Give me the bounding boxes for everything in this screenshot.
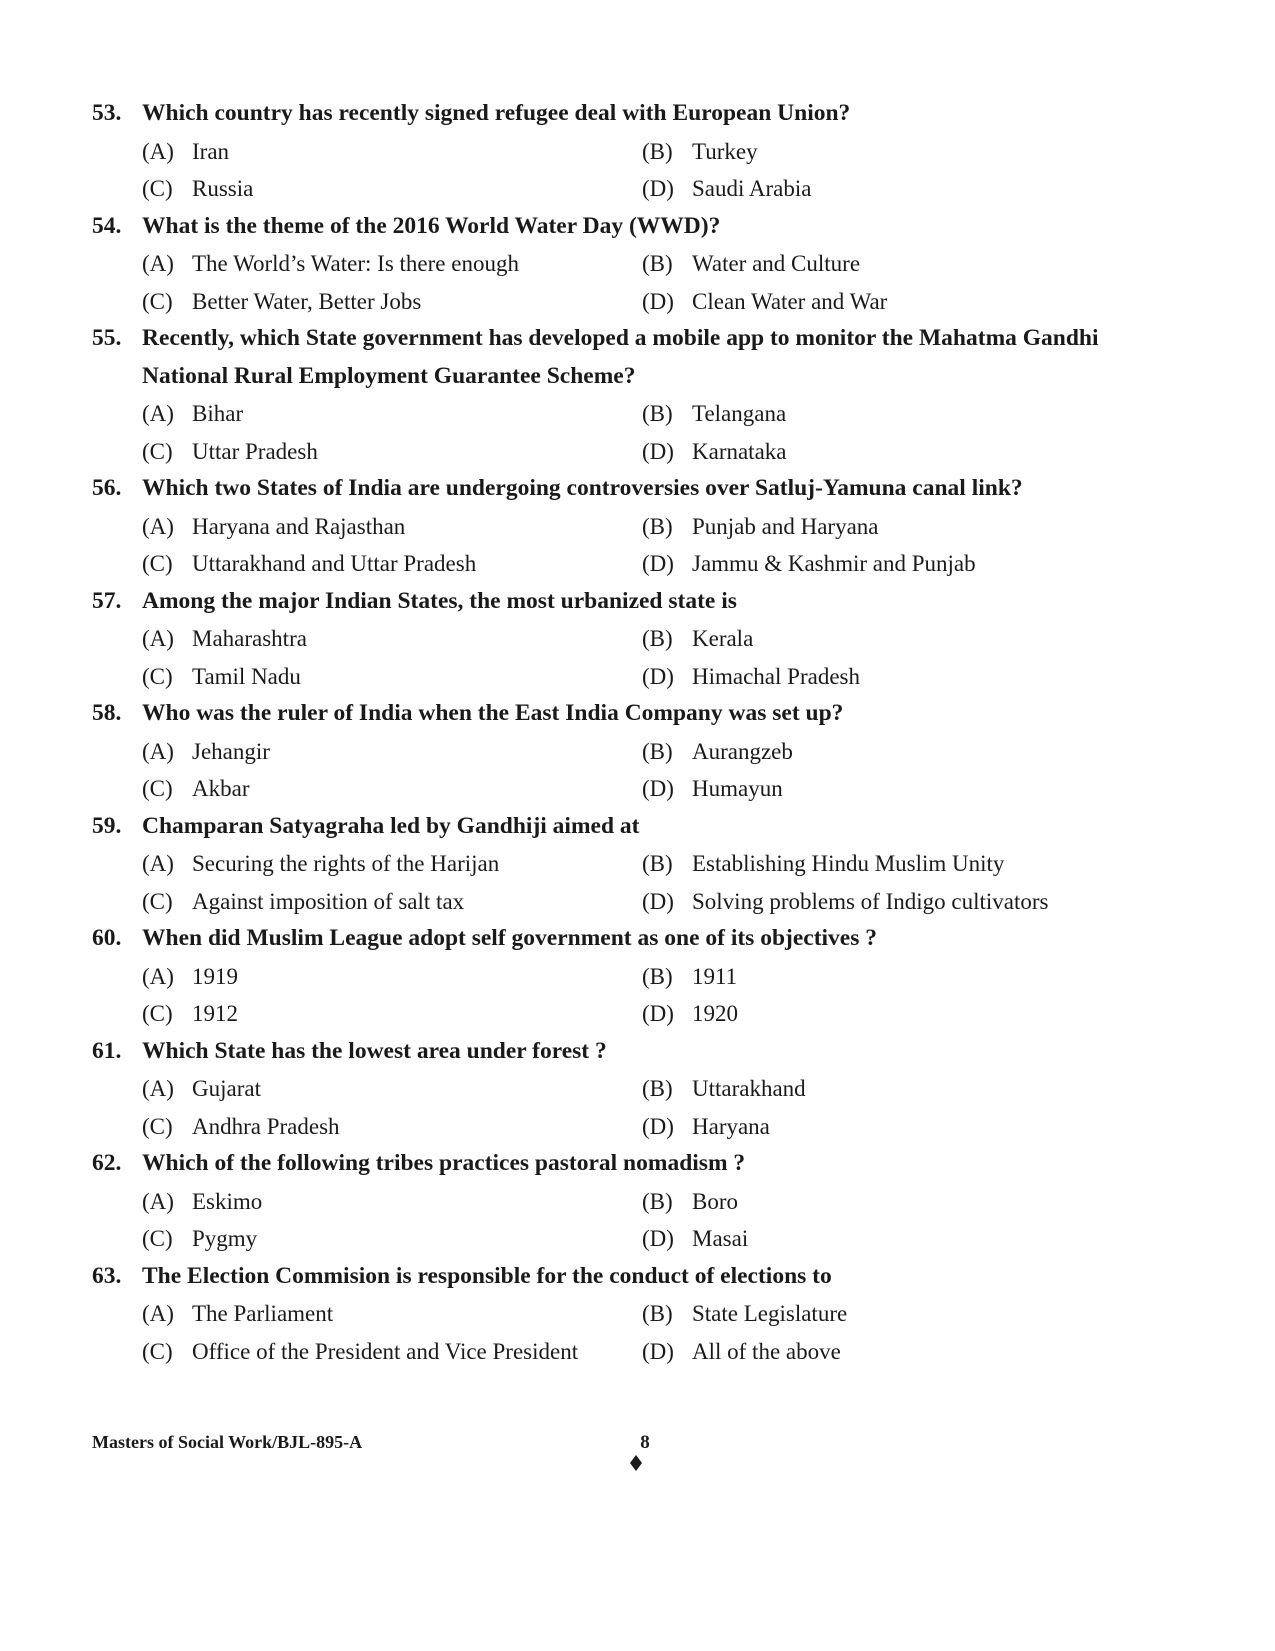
option-letter: (A) bbox=[142, 401, 174, 426]
answer-option bbox=[142, 1333, 642, 1371]
option-letter: (C) bbox=[142, 1338, 173, 1364]
question-line bbox=[92, 320, 1212, 358]
answer-option bbox=[642, 1295, 1192, 1333]
option-text: 1920 bbox=[692, 1001, 738, 1026]
answer-option bbox=[642, 1070, 1192, 1108]
answer-option bbox=[142, 283, 642, 321]
option-letter: (D) bbox=[642, 176, 674, 201]
option-letter: (D) bbox=[642, 1113, 674, 1139]
answer-option bbox=[142, 1220, 642, 1258]
option-text: Akbar bbox=[192, 776, 250, 801]
question-number: 58. bbox=[92, 700, 122, 726]
question-number: 54. bbox=[92, 212, 122, 239]
diamond-icon bbox=[630, 1455, 642, 1471]
option-row bbox=[92, 1295, 1212, 1333]
option-letter: (D) bbox=[642, 288, 674, 314]
option-row bbox=[92, 395, 1212, 433]
answer-option bbox=[142, 770, 642, 808]
option-text: The World’s Water: Is there enough bbox=[192, 251, 519, 276]
question-line bbox=[92, 208, 1212, 246]
answer-option bbox=[142, 245, 642, 283]
question-item bbox=[92, 1145, 1212, 1258]
question-text: Which State has the lowest area under forest ? bbox=[142, 1037, 607, 1064]
answer-option bbox=[642, 170, 1192, 208]
question-number: 59. bbox=[92, 812, 122, 839]
option-text: Boro bbox=[692, 1188, 738, 1214]
answer-option bbox=[642, 283, 1192, 321]
option-text: Tamil Nadu bbox=[192, 663, 301, 689]
answer-option bbox=[142, 1070, 642, 1108]
option-letter: (A) bbox=[142, 1076, 174, 1101]
option-letter: (D) bbox=[642, 551, 674, 576]
option-letter: (D) bbox=[642, 888, 674, 914]
answer-option bbox=[142, 433, 642, 471]
answer-option bbox=[142, 845, 642, 883]
option-text: Saudi Arabia bbox=[692, 176, 812, 201]
answer-option bbox=[642, 245, 1192, 283]
option-text: Maharashtra bbox=[192, 626, 307, 651]
option-text: Jehangir bbox=[192, 738, 270, 764]
option-letter: (D) bbox=[642, 1226, 674, 1251]
option-row bbox=[92, 1220, 1212, 1258]
option-text: Haryana bbox=[692, 1113, 770, 1139]
answer-option bbox=[642, 133, 1192, 171]
answer-option bbox=[642, 508, 1192, 546]
option-text: Kerala bbox=[692, 626, 754, 651]
answer-option bbox=[142, 170, 642, 208]
option-letter: (B) bbox=[642, 851, 673, 876]
answer-option bbox=[142, 1183, 642, 1221]
answer-option bbox=[142, 508, 642, 546]
option-text: Uttarakhand and Uttar Pradesh bbox=[192, 551, 477, 576]
option-letter: (C) bbox=[142, 888, 173, 914]
answer-option bbox=[142, 1295, 642, 1333]
option-row bbox=[92, 883, 1212, 921]
answer-option bbox=[142, 395, 642, 433]
option-row bbox=[92, 245, 1212, 283]
option-row bbox=[92, 958, 1212, 996]
answer-option bbox=[642, 733, 1192, 771]
question-item bbox=[92, 1258, 1212, 1371]
option-letter: (A) bbox=[142, 1188, 174, 1214]
option-text: The Parliament bbox=[192, 1301, 334, 1326]
question-number: 61. bbox=[92, 1037, 122, 1064]
question-item bbox=[92, 1033, 1212, 1146]
question-number: 56. bbox=[92, 475, 122, 501]
question-line bbox=[92, 583, 1212, 621]
question-line bbox=[92, 95, 1212, 133]
option-letter: (C) bbox=[142, 1113, 173, 1139]
option-text: Humayun bbox=[692, 776, 783, 801]
question-item bbox=[92, 95, 1212, 208]
option-text: All of the above bbox=[692, 1338, 841, 1364]
question-line bbox=[92, 695, 1212, 733]
option-row bbox=[92, 1070, 1212, 1108]
answer-option bbox=[142, 620, 642, 658]
option-letter: (B) bbox=[642, 251, 673, 276]
option-text: Andhra Pradesh bbox=[192, 1113, 340, 1139]
option-letter: (B) bbox=[642, 513, 673, 539]
option-text: 1919 bbox=[192, 963, 238, 989]
question-text: Who was the ruler of India when the East India Company was set up? bbox=[142, 700, 844, 726]
option-text: Iran bbox=[192, 138, 230, 164]
page-number: 8 bbox=[640, 1432, 650, 1453]
question-item bbox=[92, 695, 1212, 808]
question-number: 63. bbox=[92, 1262, 122, 1289]
option-letter: (B) bbox=[642, 738, 673, 764]
option-row bbox=[92, 1183, 1212, 1221]
option-text: Telangana bbox=[692, 401, 787, 426]
option-text: Against imposition of salt tax bbox=[192, 888, 465, 914]
option-row bbox=[92, 733, 1212, 771]
question-number: 53. bbox=[92, 100, 122, 126]
option-text: Karnataka bbox=[692, 438, 787, 464]
question-number: 55. bbox=[92, 325, 122, 351]
question-number: 57. bbox=[92, 587, 122, 614]
answer-option bbox=[142, 658, 642, 696]
option-text: Solving problems of Indigo cultivators bbox=[692, 888, 1049, 914]
option-row bbox=[92, 170, 1212, 208]
question-text: Among the major Indian States, the most urbanized state is bbox=[142, 587, 737, 614]
answer-option bbox=[642, 395, 1192, 433]
answer-option bbox=[142, 133, 642, 171]
option-letter: (C) bbox=[142, 1226, 173, 1251]
option-row bbox=[92, 545, 1212, 583]
question-line bbox=[92, 1033, 1212, 1071]
option-text: Uttarakhand bbox=[692, 1076, 806, 1101]
option-text: Better Water, Better Jobs bbox=[192, 288, 422, 314]
option-row bbox=[92, 995, 1212, 1033]
option-text: Water and Culture bbox=[692, 251, 861, 276]
answer-option bbox=[642, 958, 1192, 996]
option-letter: (D) bbox=[642, 663, 674, 689]
answer-option bbox=[642, 1220, 1192, 1258]
option-text: Punjab and Haryana bbox=[692, 513, 879, 539]
option-text: Clean Water and War bbox=[692, 288, 888, 314]
option-row bbox=[92, 770, 1212, 808]
question-item bbox=[92, 808, 1212, 921]
option-letter: (B) bbox=[642, 963, 673, 989]
option-letter: (C) bbox=[142, 1001, 173, 1026]
question-line bbox=[92, 920, 1212, 958]
option-letter: (C) bbox=[142, 551, 173, 576]
question-line bbox=[92, 470, 1212, 508]
option-row bbox=[92, 1108, 1212, 1146]
option-text: 1911 bbox=[692, 963, 738, 989]
option-letter: (A) bbox=[142, 851, 174, 876]
option-text: Himachal Pradesh bbox=[692, 663, 860, 689]
option-text: Bihar bbox=[192, 401, 244, 426]
answer-option bbox=[642, 545, 1192, 583]
question-item bbox=[92, 208, 1212, 321]
question-text: The Election Commision is responsible for the conduct of elections to bbox=[142, 1262, 832, 1289]
option-text: Turkey bbox=[692, 138, 758, 164]
question-item bbox=[92, 470, 1212, 583]
option-text: Jammu & Kashmir and Punjab bbox=[692, 551, 976, 576]
option-letter: (C) bbox=[142, 176, 173, 201]
option-letter: (A) bbox=[142, 138, 174, 164]
option-letter: (D) bbox=[642, 1001, 674, 1026]
question-text: Champaran Satyagraha led by Gandhiji aimed at bbox=[142, 812, 640, 839]
option-text: Gujarat bbox=[192, 1076, 261, 1101]
question-line bbox=[92, 808, 1212, 846]
option-text: 1912 bbox=[192, 1001, 238, 1026]
answer-option bbox=[642, 1108, 1192, 1146]
question-text-continued: National Rural Employment Guarantee Scheme? bbox=[142, 362, 636, 389]
answer-option bbox=[142, 545, 642, 583]
option-letter: (C) bbox=[142, 776, 173, 801]
question-item bbox=[92, 320, 1212, 470]
question-text: What is the theme of the 2016 World Water Day (WWD)? bbox=[142, 212, 721, 239]
answer-option bbox=[642, 770, 1192, 808]
option-letter: (A) bbox=[142, 626, 174, 651]
answer-option bbox=[142, 883, 642, 921]
option-row bbox=[92, 433, 1212, 471]
answer-option bbox=[642, 1183, 1192, 1221]
page-footer bbox=[92, 1432, 1192, 1462]
option-letter: (D) bbox=[642, 776, 674, 801]
option-row bbox=[92, 620, 1212, 658]
option-letter: (A) bbox=[142, 1301, 174, 1326]
option-letter: (D) bbox=[642, 1338, 674, 1364]
option-letter: (C) bbox=[142, 288, 173, 314]
option-letter: (A) bbox=[142, 963, 174, 989]
answer-option bbox=[642, 658, 1192, 696]
option-text: Uttar Pradesh bbox=[192, 438, 318, 464]
answer-option bbox=[642, 433, 1192, 471]
option-text: Pygmy bbox=[192, 1226, 258, 1251]
option-letter: (B) bbox=[642, 138, 673, 164]
option-letter: (C) bbox=[142, 663, 173, 689]
answer-option bbox=[642, 845, 1192, 883]
option-letter: (B) bbox=[642, 1188, 673, 1214]
question-number: 60. bbox=[92, 925, 122, 951]
option-row bbox=[92, 508, 1212, 546]
option-letter: (A) bbox=[142, 251, 174, 276]
question-line bbox=[92, 1145, 1212, 1183]
question-text: Which country has recently signed refugee deal with European Union? bbox=[142, 100, 851, 126]
option-text: Aurangzeb bbox=[692, 738, 793, 764]
option-row bbox=[92, 283, 1212, 321]
answer-option bbox=[142, 958, 642, 996]
answer-option bbox=[142, 995, 642, 1033]
answer-option bbox=[142, 733, 642, 771]
answer-option bbox=[642, 995, 1192, 1033]
question-text: When did Muslim League adopt self government as one of its objectives ? bbox=[142, 925, 878, 951]
answer-option bbox=[142, 1108, 642, 1146]
option-text: Haryana and Rajasthan bbox=[192, 513, 406, 539]
question-text: Recently, which State government has developed a mobile app to monitor the Mahatma Gandhi bbox=[142, 325, 1099, 351]
option-row bbox=[92, 1333, 1212, 1371]
option-letter: (B) bbox=[642, 401, 673, 426]
question-line bbox=[92, 1258, 1212, 1296]
question-text: Which two States of India are undergoing controversies over Satluj-Yamuna canal link? bbox=[142, 475, 1023, 501]
option-letter: (A) bbox=[142, 513, 174, 539]
option-text: Establishing Hindu Muslim Unity bbox=[692, 851, 1005, 876]
answer-option bbox=[642, 620, 1192, 658]
option-text: Russia bbox=[192, 176, 254, 201]
option-row bbox=[92, 133, 1212, 171]
question-list bbox=[92, 95, 1212, 1370]
question-item bbox=[92, 920, 1212, 1033]
option-text: Office of the President and Vice President bbox=[192, 1338, 579, 1364]
question-item bbox=[92, 583, 1212, 696]
option-letter: (B) bbox=[642, 1301, 673, 1326]
option-letter: (C) bbox=[142, 438, 173, 464]
option-text: Securing the rights of the Harijan bbox=[192, 851, 500, 876]
answer-option bbox=[642, 1333, 1192, 1371]
option-row bbox=[92, 845, 1212, 883]
option-text: State Legislature bbox=[692, 1301, 848, 1326]
option-text: Masai bbox=[692, 1226, 749, 1251]
option-letter: (A) bbox=[142, 738, 174, 764]
answer-option bbox=[642, 883, 1192, 921]
question-text: Which of the following tribes practices pastoral nomadism ? bbox=[142, 1150, 746, 1176]
question-number: 62. bbox=[92, 1150, 122, 1176]
option-letter: (B) bbox=[642, 1076, 673, 1101]
footer-paper-code: Masters of Social Work/BJL-895-A bbox=[92, 1432, 363, 1452]
option-letter: (D) bbox=[642, 438, 674, 464]
option-letter: (B) bbox=[642, 626, 673, 651]
option-text: Eskimo bbox=[192, 1188, 263, 1214]
option-row bbox=[92, 658, 1212, 696]
